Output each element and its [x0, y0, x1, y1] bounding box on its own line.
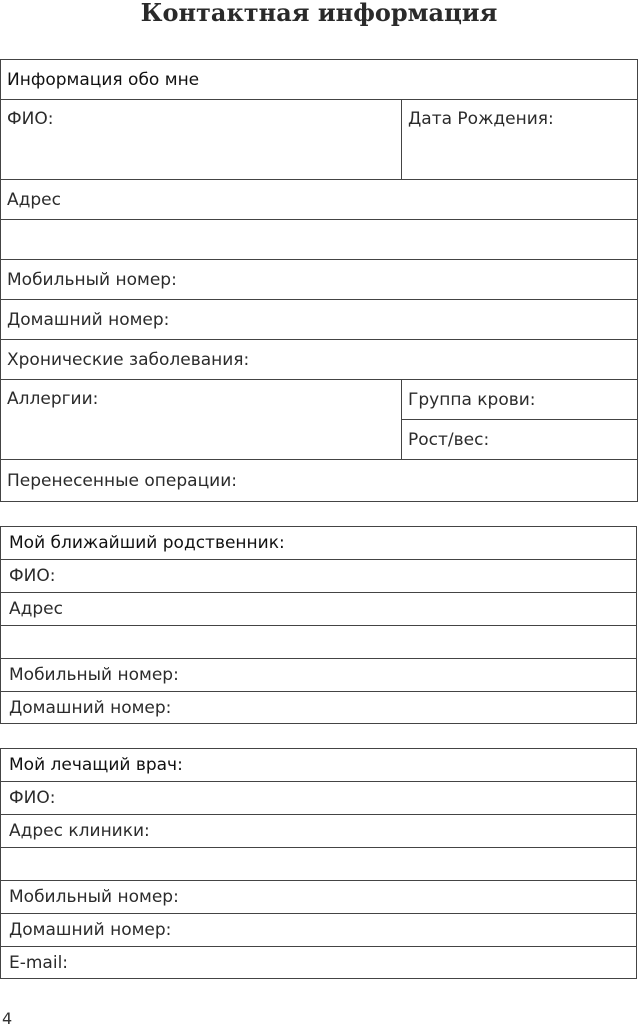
doctor-home-number-field[interactable]: Домашний номер: [1, 914, 637, 947]
mobile-number-field[interactable]: Мобильный номер: [1, 260, 638, 300]
page-number: 4 [2, 1009, 13, 1028]
doctor-mobile-number-field[interactable]: Мобильный номер: [1, 881, 637, 914]
kin-address-field[interactable]: Адрес [1, 593, 637, 626]
about-me-header: Информация обо мне [1, 60, 638, 100]
clinic-address-blank-field[interactable] [1, 848, 637, 881]
kin-home-number-field[interactable]: Домашний номер: [1, 692, 637, 724]
about-me-section [0, 59, 638, 502]
doctor-full-name-field[interactable]: ФИО: [1, 782, 637, 815]
full-name-field[interactable]: ФИО: [1, 100, 402, 180]
clinic-address-field[interactable]: Адрес клиники: [1, 815, 637, 848]
kin-full-name-field[interactable]: ФИО: [1, 560, 637, 593]
blood-group-field[interactable]: Группа крови: [402, 380, 638, 420]
surgeries-field[interactable]: Перенесенные операции: [1, 460, 638, 502]
doctor-section [0, 748, 637, 979]
kin-address-blank-field[interactable] [1, 626, 637, 659]
allergies-field[interactable]: Аллергии: [1, 380, 402, 460]
doctor-email-field[interactable]: E-mail: [1, 947, 637, 979]
address-blank-field[interactable] [1, 220, 638, 260]
chronic-diseases-field[interactable]: Хронические заболевания: [1, 340, 638, 380]
home-number-field[interactable]: Домашний номер: [1, 300, 638, 340]
next-of-kin-section [0, 526, 637, 724]
page-title: Контактная информация [140, 0, 498, 27]
next-of-kin-header: Мой ближайший родственник: [1, 527, 637, 560]
height-weight-field[interactable]: Рост/вес: [402, 420, 638, 460]
address-field[interactable]: Адрес [1, 180, 638, 220]
birth-date-field[interactable]: Дата Рождения: [402, 100, 638, 180]
kin-mobile-number-field[interactable]: Мобильный номер: [1, 659, 637, 692]
doctor-header: Мой лечащий врач: [1, 749, 637, 782]
